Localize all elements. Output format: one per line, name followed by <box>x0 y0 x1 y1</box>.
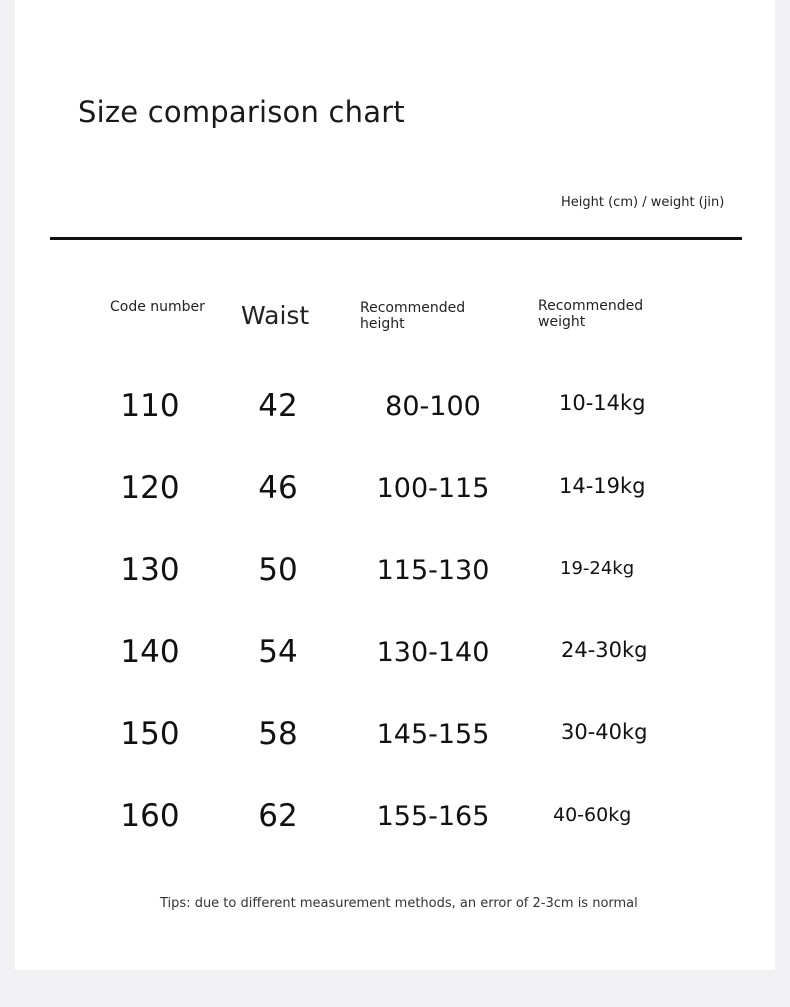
row-3-code: 130 <box>120 552 180 588</box>
header-waist: Waist <box>241 301 310 330</box>
row-5-height: 145-155 <box>376 719 490 750</box>
row-1-waist: 42 <box>258 388 298 424</box>
row-6-weight: 40-60kg <box>553 804 632 826</box>
row-4-waist: 54 <box>258 634 298 670</box>
row-5-weight: 30-40kg <box>561 720 648 744</box>
row-4-height: 130-140 <box>376 637 490 668</box>
row-6-waist: 62 <box>258 798 298 834</box>
header-recommended-height: Recommended height <box>360 300 466 332</box>
row-3-waist: 50 <box>258 552 298 588</box>
row-1-code: 110 <box>120 388 180 424</box>
row-2-weight: 14-19kg <box>559 474 646 498</box>
row-2-code: 120 <box>120 470 180 506</box>
row-5-code: 150 <box>120 716 180 752</box>
row-5-waist: 58 <box>258 716 298 752</box>
row-3-weight: 19-24kg <box>560 558 635 579</box>
row-3-height: 115-130 <box>376 555 490 586</box>
unit-note: Height (cm) / weight (jin) <box>561 195 725 210</box>
row-2-height: 100-115 <box>376 473 490 504</box>
row-6-code: 160 <box>120 798 180 834</box>
page-title: Size comparison chart <box>78 95 405 129</box>
row-2-waist: 46 <box>258 470 298 506</box>
row-4-code: 140 <box>120 634 180 670</box>
row-1-weight: 10-14kg <box>559 391 646 415</box>
row-6-height: 155-165 <box>376 801 490 832</box>
row-1-height: 80-100 <box>385 391 481 422</box>
tips-note: Tips: due to different measurement methods, an error of 2-3cm is normal <box>160 896 638 911</box>
header-divider <box>50 237 742 240</box>
header-recommended-weight: Recommended weight <box>538 298 644 330</box>
row-4-weight: 24-30kg <box>561 638 648 662</box>
header-code-number: Code number <box>110 299 205 315</box>
